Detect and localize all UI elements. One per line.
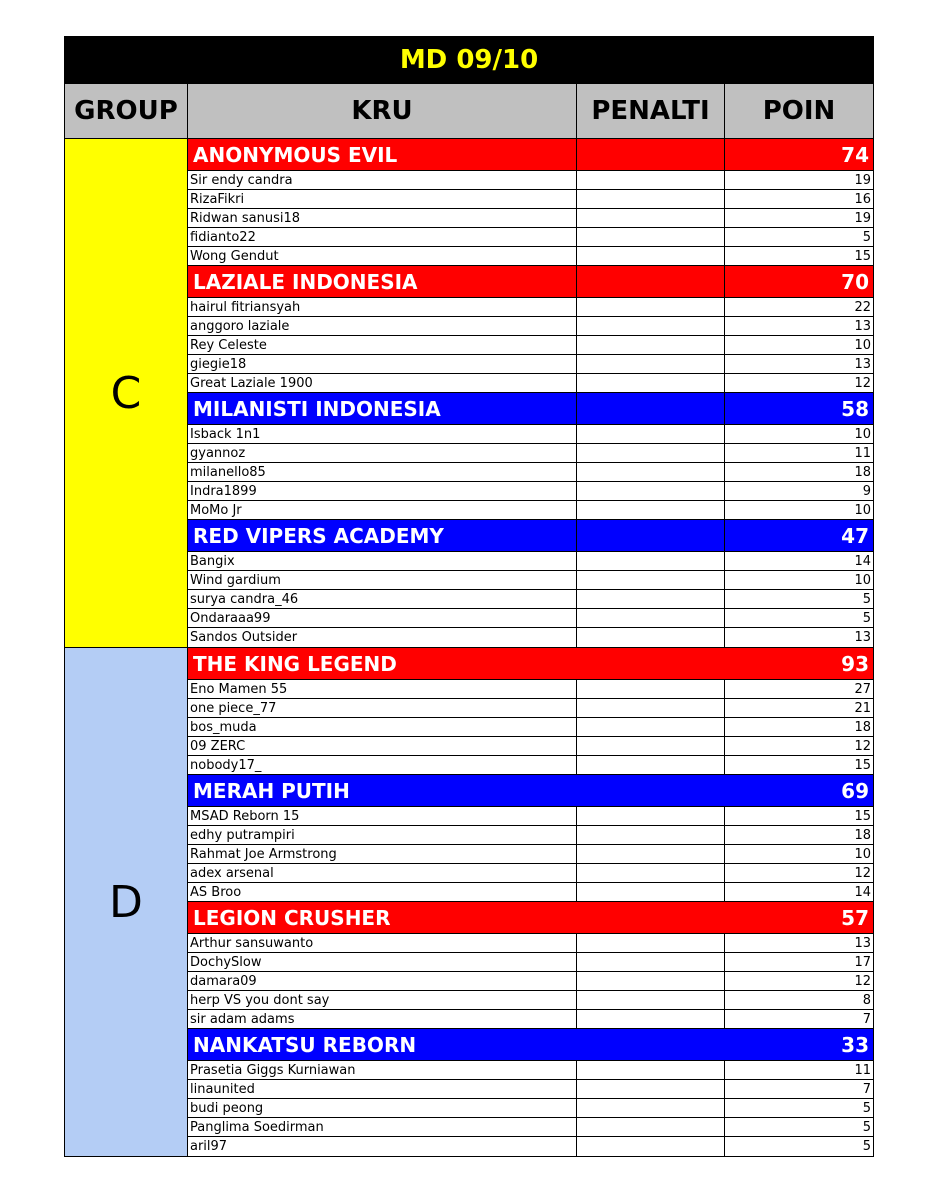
team-block [188,902,873,1029]
member-poin: 17 [854,954,871,970]
team-name: THE KING LEGEND [193,651,397,676]
team-poin: 33 [841,1032,869,1057]
member-poin: 10 [854,572,871,588]
team-penalti-cell [577,902,725,933]
team-block [188,1029,873,1156]
member-name: Sir endy candra [188,171,577,189]
member-name: AS Broo [188,883,577,901]
member-row [188,247,873,266]
team-name: MERAH PUTIH [193,778,350,803]
member-name: Prasetia Giggs Kurniawan [188,1061,577,1079]
team-block [188,775,873,902]
member-poin: 14 [854,553,871,569]
member-penalti-cell [577,737,725,755]
member-row [188,1080,873,1099]
member-name: Rey Celeste [188,336,577,354]
member-row [188,425,873,444]
member-penalti-cell [577,444,725,462]
member-penalti-cell [577,190,725,208]
member-row [188,336,873,355]
header-poin: POIN [762,96,836,126]
member-penalti-cell [577,864,725,882]
group-teams [188,648,873,1156]
member-name: Wind gardium [188,571,577,589]
member-name: DochySlow [188,953,577,971]
member-poin: 15 [854,757,871,773]
member-name: anggoro laziale [188,317,577,335]
member-poin: 15 [854,808,871,824]
team-block [188,139,873,266]
header-kru: KRU [188,84,577,138]
member-penalti-cell [577,209,725,227]
member-penalti-cell [577,826,725,844]
group-section-c [65,139,873,648]
member-penalti-cell [577,1061,725,1079]
team-header-row [188,520,873,552]
member-name: damara09 [188,972,577,990]
member-poin: 12 [854,865,871,881]
member-penalti-cell [577,336,725,354]
member-row [188,628,873,647]
team-header-row [188,1029,873,1061]
member-name: Bangix [188,552,577,570]
member-poin: 18 [854,719,871,735]
team-name: MILANISTI INDONESIA [188,393,577,424]
member-penalti-cell [577,501,725,519]
member-name: surya candra_46 [188,590,577,608]
member-penalti-cell [577,1010,725,1028]
member-name: Arthur sansuwanto [188,934,577,952]
member-name: Indra1899 [188,482,577,500]
member-name: milanello85 [188,463,577,481]
member-name: edhy putrampiri [188,826,577,844]
member-penalti-cell [577,425,725,443]
member-poin: 19 [854,172,871,188]
team-block [188,266,873,393]
member-penalti-cell [577,482,725,500]
member-name: gyannoz [188,444,577,462]
member-row [188,991,873,1010]
team-name: ANONYMOUS EVIL [188,139,577,170]
member-row [188,171,873,190]
member-row [188,953,873,972]
member-name: Eno Mamen 55 [188,680,577,698]
team-poin: 69 [841,778,869,803]
group-section-d [65,648,873,1156]
team-penalti-cell [577,139,725,170]
member-penalti-cell [577,228,725,246]
team-header-row [188,648,873,680]
member-penalti-cell [577,680,725,698]
member-row [188,482,873,501]
member-poin: 5 [862,229,871,245]
member-name: adex arsenal [188,864,577,882]
member-poin: 14 [854,884,871,900]
sheet-title: MD 09/10 [65,37,873,83]
member-penalti-cell [577,552,725,570]
member-penalti-cell [577,1099,725,1117]
member-poin: 13 [854,630,871,645]
team-header-row [188,775,873,807]
member-penalti-cell [577,883,725,901]
member-penalti-cell [577,934,725,952]
member-poin: 12 [854,738,871,754]
member-row [188,317,873,336]
team-poin: 70 [841,269,869,294]
member-poin: 21 [854,700,871,716]
team-poin: 74 [841,142,869,167]
member-row [188,756,873,775]
member-row [188,552,873,571]
member-row [188,1010,873,1029]
member-row [188,1061,873,1080]
member-poin: 5 [862,610,871,626]
column-header-row [65,83,873,139]
group-teams [188,139,873,647]
member-name: MSAD Reborn 15 [188,807,577,825]
member-penalti-cell [577,699,725,717]
member-row [188,228,873,247]
member-name: hairul fitriansyah [188,298,577,316]
member-name: RizaFikri [188,190,577,208]
member-penalti-cell [577,317,725,335]
team-poin: 47 [841,523,869,548]
member-penalti-cell [577,171,725,189]
member-poin: 19 [854,210,871,226]
header-group: GROUP [65,84,188,138]
member-poin: 9 [862,483,871,499]
team-penalti-cell [577,648,725,679]
team-block [188,520,873,647]
member-poin: 10 [854,337,871,353]
member-poin: 22 [854,299,871,315]
group-label: C [65,139,188,647]
member-penalti-cell [577,609,725,627]
member-row [188,374,873,393]
member-poin: 27 [854,681,871,697]
member-row [188,934,873,953]
member-name: bos_muda [188,718,577,736]
member-name: Sandos Outsider [188,628,577,647]
member-row [188,737,873,756]
member-name: herp VS you dont say [188,991,577,1009]
team-penalti-cell [577,266,725,297]
member-name: nobody17_ [188,756,577,774]
team-block [188,393,873,520]
member-penalti-cell [577,807,725,825]
member-penalti-cell [577,953,725,971]
team-header-row [188,393,873,425]
member-row [188,298,873,317]
member-penalti-cell [577,1118,725,1136]
team-poin: 57 [841,905,869,930]
member-row [188,826,873,845]
member-name: aril97 [188,1137,577,1156]
member-name: 09 ZERC [188,737,577,755]
member-penalti-cell [577,590,725,608]
member-poin: 12 [854,973,871,989]
member-row [188,501,873,520]
member-poin: 5 [862,1139,871,1154]
standings-sheet [64,36,874,1157]
member-row [188,1137,873,1156]
member-row [188,718,873,737]
member-row [188,571,873,590]
member-poin: 10 [854,502,871,518]
team-block [188,648,873,775]
member-row [188,463,873,482]
member-name: giegie18 [188,355,577,373]
member-poin: 5 [862,1119,871,1135]
team-header-row [188,266,873,298]
member-penalti-cell [577,845,725,863]
team-penalti-cell [577,1029,725,1060]
header-penalti: PENALTI [577,84,725,138]
member-penalti-cell [577,463,725,481]
member-name: one piece_77 [188,699,577,717]
team-name: NANKATSU REBORN [193,1032,417,1057]
member-penalti-cell [577,756,725,774]
team-header-row [188,902,873,934]
member-poin: 12 [854,375,871,391]
member-poin: 15 [854,248,871,264]
member-poin: 16 [854,191,871,207]
member-row [188,807,873,826]
member-poin: 11 [854,445,871,461]
team-name: LAZIALE INDONESIA [188,266,577,297]
member-name: Ondaraaa99 [188,609,577,627]
member-poin: 11 [854,1062,871,1078]
member-penalti-cell [577,991,725,1009]
member-name: budi peong [188,1099,577,1117]
member-poin: 7 [862,1081,871,1097]
member-penalti-cell [577,355,725,373]
member-penalti-cell [577,1137,725,1156]
groups-container [65,139,873,1156]
member-poin: 10 [854,426,871,442]
team-header-row [188,139,873,171]
member-poin: 13 [854,318,871,334]
member-name: fidianto22 [188,228,577,246]
member-poin: 5 [862,591,871,607]
team-name: RED VIPERS ACADEMY [188,520,577,551]
team-penalti-cell [577,393,725,424]
member-row [188,883,873,902]
member-name: Panglima Soedirman [188,1118,577,1136]
member-name: Ridwan sanusi18 [188,209,577,227]
member-poin: 18 [854,464,871,480]
team-penalti-cell [577,775,725,806]
member-penalti-cell [577,571,725,589]
member-row [188,209,873,228]
member-row [188,444,873,463]
member-row [188,972,873,991]
member-row [188,190,873,209]
member-row [188,1118,873,1137]
team-poin: 93 [841,651,869,676]
member-poin: 7 [862,1011,871,1027]
member-row [188,699,873,718]
member-penalti-cell [577,247,725,265]
member-name: Rahmat Joe Armstrong [188,845,577,863]
member-row [188,355,873,374]
member-poin: 13 [854,935,871,951]
member-penalti-cell [577,374,725,392]
member-name: Great Laziale 1900 [188,374,577,392]
member-penalti-cell [577,718,725,736]
member-name: linaunited [188,1080,577,1098]
member-poin: 18 [854,827,871,843]
team-poin: 58 [841,396,869,421]
member-poin: 5 [862,1100,871,1116]
member-name: MoMo Jr [188,501,577,519]
member-poin: 10 [854,846,871,862]
member-row [188,864,873,883]
member-poin: 13 [854,356,871,372]
member-name: Wong Gendut [188,247,577,265]
member-row [188,680,873,699]
team-name: LEGION CRUSHER [193,905,391,930]
member-row [188,845,873,864]
member-row [188,609,873,628]
member-penalti-cell [577,628,725,647]
team-penalti-cell [577,520,725,551]
member-poin: 8 [862,992,871,1008]
member-name: sir adam adams [188,1010,577,1028]
member-name: Isback 1n1 [188,425,577,443]
member-row [188,590,873,609]
member-penalti-cell [577,1080,725,1098]
member-row [188,1099,873,1118]
member-penalti-cell [577,298,725,316]
group-label: D [65,648,188,1156]
member-penalti-cell [577,972,725,990]
